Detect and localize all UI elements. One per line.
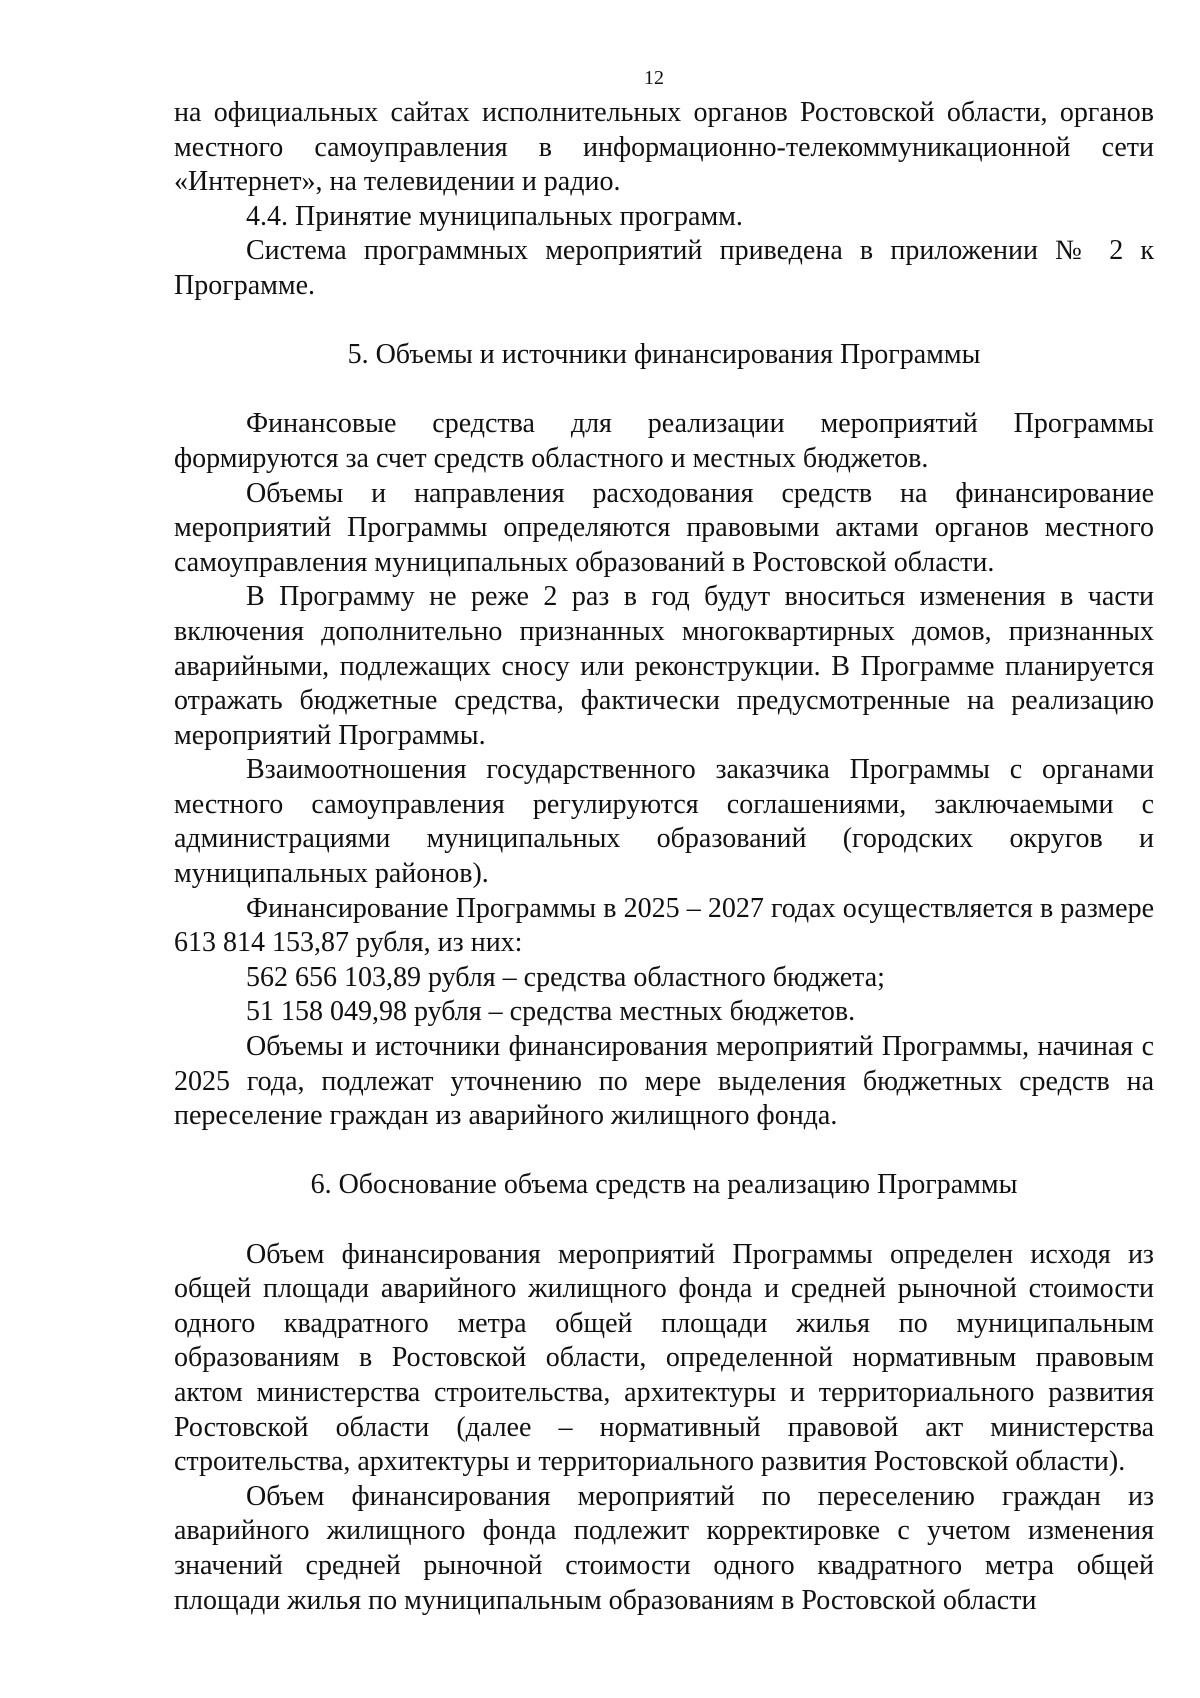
section-5-paragraph: Объемы и направления расходования средств на финансирование мероприятий Программы определяются правовыми актами органов местного самоуправления муниципальных образований в Ростовской области. [174, 477, 1154, 578]
funding-regional-budget: 562 656 103,89 рубля – средства областного бюджета; [246, 961, 885, 993]
section-5-paragraph: Объемы и источники финансирования мероприятий Программы, начиная с 2025 года, подлежат уточнению по мере выделения бюджетных средств на переселение граждан из аварийного жилищного фонда. [174, 1031, 1154, 1132]
funding-local-budgets: 51 158 049,98 рубля – средства местных бюджетов. [246, 996, 856, 1028]
section-6-paragraph: Объем финансирования мероприятий по переселению граждан из аварийного жилищного фонда подлежит корректировке с учетом изменения значений средней рыночной стоимости одного квадратного метра общей площади жилья по муниципальным образованиям в Ростовской области [174, 1480, 1154, 1616]
blank-line [174, 1134, 1154, 1169]
paragraph-continuation: на официальных сайтах исполнительных органов Ростовской области, органов местного самоуправления в информационно-телекоммуникационной сети «Интернет», на телевидении и радио. [174, 97, 1154, 198]
blank-line [174, 304, 1154, 339]
blank-line [174, 1203, 1154, 1238]
section-6-title: 6. Обоснование объема средств на реализацию Программы [310, 1169, 1018, 1201]
paragraph-subsection-4-4: 4.4. Принятие муниципальных программ. [246, 200, 743, 232]
section-5-paragraph: В Программу не реже 2 раз в год будут вноситься изменения в части включения дополнительно признанных многоквартирных домов, признанных аварийными, подлежащих сносу или реконструкции. В Программе планируется отражать бюджетные средства, фактически предусмотренные на реализацию мероприятий Программы. [174, 581, 1154, 751]
document-body [174, 96, 1154, 1618]
section-5-title: 5. Объемы и источники финансирования Программы [347, 339, 981, 371]
paragraph-program-system: Система программных мероприятий приведена в приложении № 2 к Программе. [174, 235, 1154, 301]
section-5-paragraph: Финансовые средства для реализации мероприятий Программы формируются за счет средств областного и местных бюджетов. [174, 408, 1154, 474]
page-number: 12 [644, 67, 664, 89]
section-5-paragraph: Финансирование Программы в 2025 – 2027 годах осуществляется в размере 613 814 153,87 рубля, из них: [174, 892, 1154, 959]
blank-line [174, 373, 1154, 408]
section-5-paragraph: Взаимоотношения государственного заказчика Программы с органами местного самоуправления регулируются соглашениями, заключаемыми с администрациями муниципальных образований (городских округов и муниципальных районов). [174, 754, 1154, 890]
section-6-paragraph: Объем финансирования мероприятий Программы определен исходя из общей площади аварийного жилищного фонда и средней рыночной стоимости одного квадратного метра общей площади жилья по муниципальным образованиям в Ростовской области, определенной нормативным правовым актом министерства строительства, архитектуры и территориального развития Ростовской области (далее – нормативный правовой акт министерства строительства, архитектуры и территориального развития Ростовской области). [174, 1238, 1154, 1478]
document-page [174, 64, 1154, 1618]
